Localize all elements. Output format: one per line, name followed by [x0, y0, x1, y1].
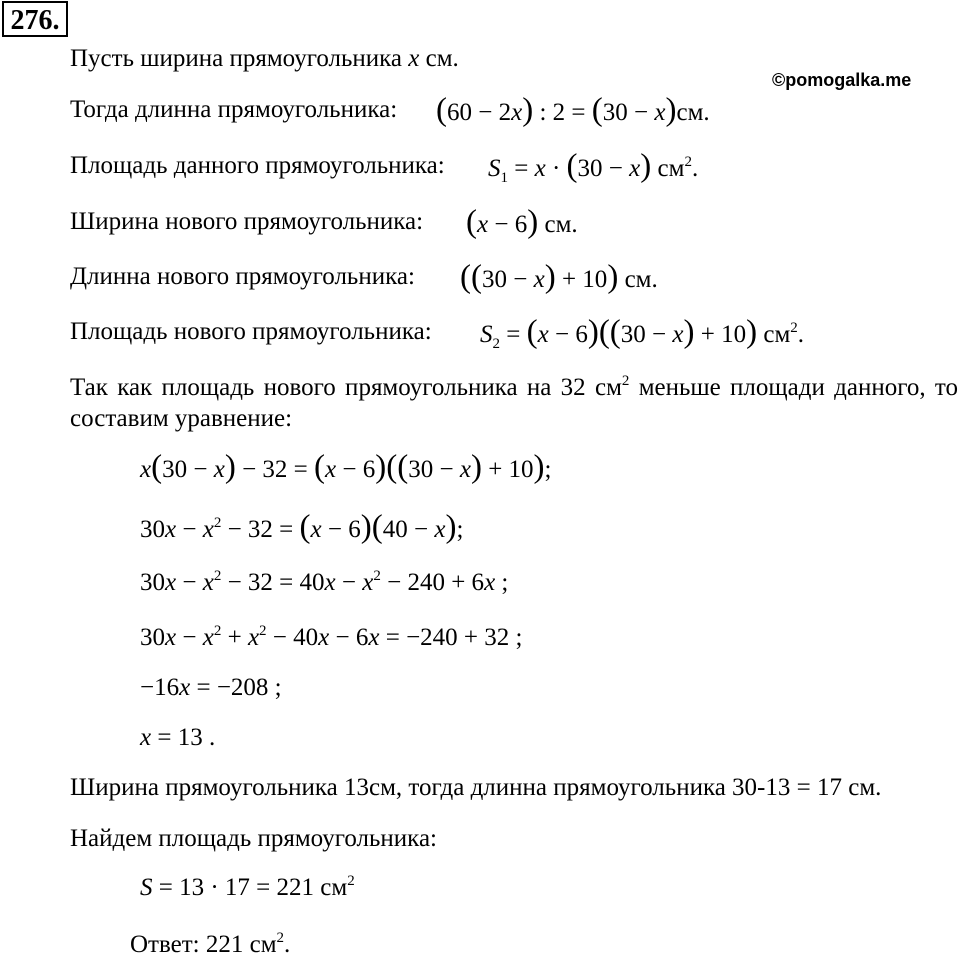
equation-3: $30x - x^2 - 32 = 40x - x^2 - 240 + 6x$ ;	[140, 568, 509, 596]
equation-1: x(30 − x) − 32 = (x − 6)((30 − x) + 10);	[140, 449, 552, 485]
new-width-expression: (x − 6) см.	[466, 204, 578, 240]
line-new-area-label: Площадь нового прямоугольника:	[70, 318, 432, 345]
line-area-label: Площадь данного прямоугольника:	[70, 152, 445, 179]
line-new-width-label: Ширина нового прямоугольника:	[70, 208, 424, 235]
answer-line: Ответ: 221 $см^2$.	[130, 930, 291, 958]
condition-paragraph: Так как площадь нового прямоугольника на 32 $см^2$ меньше площади данного, то составим уравнение:	[70, 373, 958, 432]
new-length-expression: ((30 − x) + 10) см.	[460, 259, 658, 295]
equation-6: x = 13 .	[140, 724, 216, 751]
area-result-expression: S = 13 · 17 = 221 $см^2$	[140, 873, 355, 901]
equation-2: $30x - x^2 - 32 = (x - 6)(40 - x)$;	[140, 509, 464, 545]
line-length-label: Тогда длинна прямоугольника:	[70, 96, 398, 123]
length-expression: (60 − 2x) : 2 = (30 − x)см.	[436, 92, 710, 128]
watermark: ©pomogalka.me	[772, 70, 912, 90]
new-area-expression: $S_2 = (x - 6)((30 - x) + 10)$ $см^2$.	[480, 314, 805, 352]
find-area-line: Найдем площадь прямоугольника:	[70, 825, 437, 852]
variable-x: x	[408, 45, 420, 72]
area-expression: $S_1 = x \cdot (30 - x)$ $см^2$.	[488, 148, 699, 186]
problem-number-box: 276.	[2, 1, 68, 37]
unit-cm: см.	[425, 45, 459, 72]
equation-4: $30x - x^2 + x^2 - 40x - 6x = -240 + 32$ ;	[140, 623, 523, 651]
line-new-length-label: Длинна нового прямоугольника:	[70, 263, 415, 290]
line-width-definition	[70, 44, 459, 74]
width-length-sentence: Ширина прямоугольника 13см, тогда длинна прямоугольника 30-13 = 17 см.	[70, 774, 882, 801]
line-width-text: Пусть ширина прямоугольника	[70, 45, 403, 72]
equation-5: −16x = −208 ;	[140, 674, 282, 701]
